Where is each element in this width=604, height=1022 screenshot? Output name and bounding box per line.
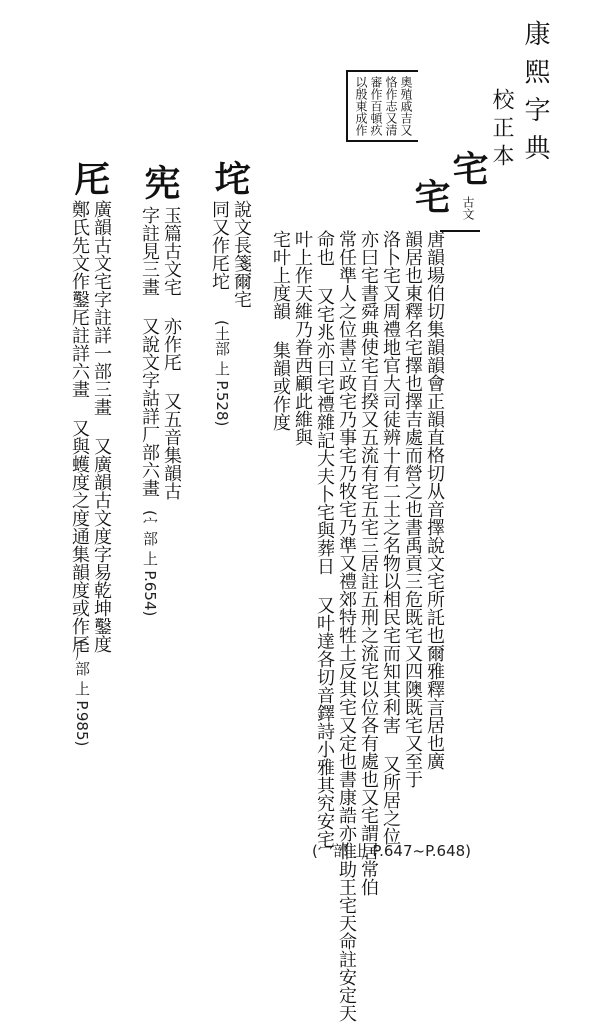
entry-headword: 厇 <box>69 160 111 196</box>
book-title: 康熙字典 <box>520 20 550 172</box>
entry-line: 鄭氏先文作鑿厇註詳六畫 又與蠖度之度通集韻度或作厇 <box>69 200 90 653</box>
bracket-note-line: 以殷東成作 <box>354 76 368 136</box>
entry-page-note: (厂部 上 P.985) <box>73 640 91 747</box>
entry-line: 廣韻古文宅字註詳一部三畫 又廣韻古文度字易乾坤鑿度 <box>91 200 112 653</box>
main-line: 命也 又宅兆亦曰宅禮雜記大夫卜宅與葬日 又叶達各切音鐸詩小雅其究安宅 <box>314 230 335 848</box>
entry-line: 說文長箋爾宅 <box>231 200 252 308</box>
entry-page-note: (宀部 上 P.654) <box>141 510 159 617</box>
main-line: 韻居也東釋名宅擇也擇吉處而營之也書禹貢三危既宅又四隩既宅又至于 <box>402 230 423 788</box>
main-old-form-label: 古文 <box>461 196 475 220</box>
main-line: 宅叶上度韻 集韻或作度 <box>270 230 291 431</box>
entry-headword: 宪 <box>139 164 181 200</box>
bracket-note-line: 審作百頓疚 <box>369 76 383 136</box>
book-edition: 校正本 <box>489 88 514 172</box>
main-headword: 宅 <box>447 150 489 186</box>
main-line: 亦曰宅書舜典使宅百揆又五流有宅五宅三居註五刑之流宅以位各有處也又宅謂居常伯 <box>358 230 379 896</box>
main-line: 唐韻場伯切集韻韻會正韻直格切从音擇說文宅所託也爾雅釋言居也廣 <box>424 230 445 770</box>
main-line: 洛卜宅又周禮地官大司徒辨十有二土之名物以相民宅而知其利害 又所居之位 <box>380 230 401 845</box>
entry-line: 玉篇古文宅 亦作厇 又五音集韻古 <box>161 206 182 500</box>
entry-page-note: (土部 上 P.528) <box>213 320 231 427</box>
entry-line: 同又作厇坨 <box>209 200 230 290</box>
main-line: 叶上作天維乃眷西顧此維與 <box>292 230 313 446</box>
bracket-note-line: 奧殖戚吉又 <box>399 76 413 136</box>
entry-line: 字註見三畫 又說文字詁詳厂部六畫 <box>139 206 160 497</box>
bottom-page-note: (宀部 上 P.647~P.648) <box>312 842 472 860</box>
main-underline <box>440 230 480 232</box>
main-line: 常任準人之位書立政宅乃事宅乃牧宅乃準又禮郊特牲土反其宅又定也書康誥亦惟助王宅天命註安定天 <box>336 230 357 1022</box>
entry-headword: 垞 <box>209 160 251 196</box>
bracket-note-line: 恪作志又清 <box>384 76 398 136</box>
main-old-form: 宅 <box>409 178 451 214</box>
